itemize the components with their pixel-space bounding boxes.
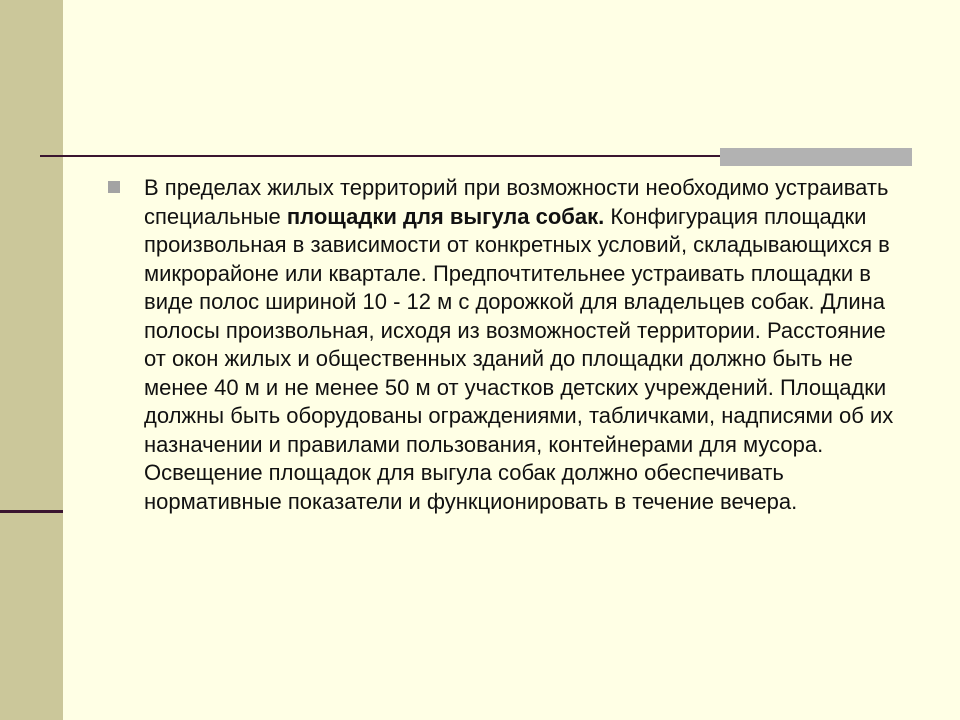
bullet-paragraph — [144, 174, 898, 516]
bullet-item — [108, 174, 898, 516]
square-bullet-icon — [108, 181, 120, 193]
accent-bar — [720, 148, 912, 166]
side-decoration-band — [0, 0, 63, 720]
bullet-text-body: Конфигурация площадки произвольная в зависимости от конкретных условий, складывающихся в микрорайоне или квартале. Предпочтительнее устраивать площадки в виде полос шириной 10 - 12 м с дорожкой для владельцев собак. Длина полосы произвольная, исходя из возможностей территории. Расстояние от окон жилых и общественных зданий до площадки должно быть не менее 40 м и не менее 50 м от участков детских учреждений. Площадки должны быть оборудованы ограждениями, табличками, надписями об их назначении и правилами пользования, контейнерами для мусора. Освещение площадок для выгула собак должно обеспечивать нормативные показатели и функционировать в течение вечера. — [144, 203, 894, 514]
bullet-text-lead: В пределах жилых территорий при возможности необходимо устраивать специальные — [144, 175, 889, 229]
side-band-divider — [0, 510, 63, 513]
slide-content — [108, 174, 898, 516]
bullet-text-emphasis: площадки для выгула собак. — [286, 203, 605, 229]
